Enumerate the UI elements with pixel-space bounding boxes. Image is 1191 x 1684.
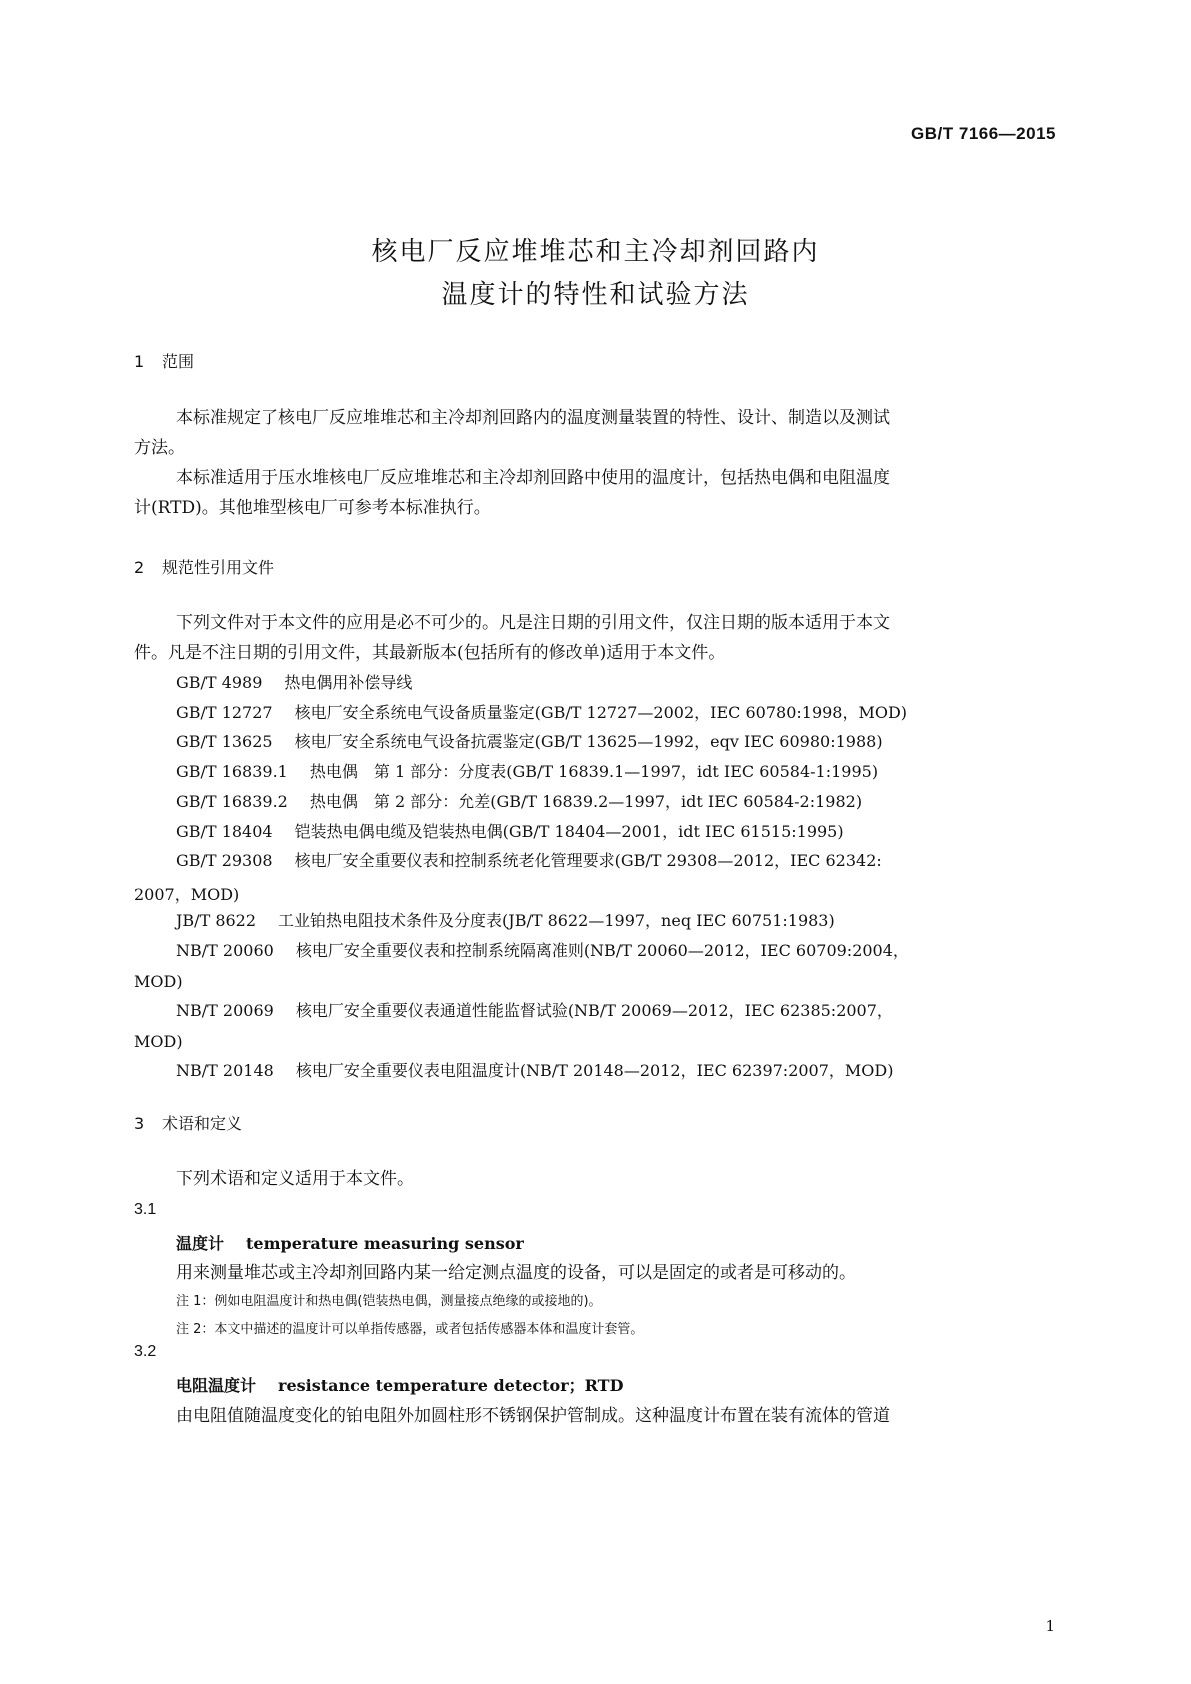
term-definition: 用来测量堆芯或主冷却剂回路内某一给定测点温度的设备，可以是固定的或者是可移动的。 bbox=[176, 1263, 856, 1283]
reference-code: GB/T 16839.1 bbox=[176, 762, 288, 781]
term-number: 3.2 bbox=[134, 1343, 157, 1360]
term-name-en: resistance temperature detector；RTD bbox=[278, 1376, 624, 1395]
section-number: 2 bbox=[134, 558, 145, 577]
reference-code: NB/T 20148 bbox=[176, 1061, 274, 1080]
reference-item bbox=[176, 757, 1052, 787]
reference-continuation: MOD) bbox=[134, 972, 183, 991]
reference-item bbox=[176, 936, 1052, 966]
reference-item bbox=[176, 1056, 1052, 1086]
reference-title: 核电厂安全重要仪表电阻温度计(NB/T 20148—2012，IEC 62397:2007，MOD) bbox=[295, 1061, 894, 1080]
reference-item bbox=[176, 846, 1052, 876]
reference-item bbox=[176, 727, 1052, 757]
term-note: 注 1：例如电阻温度计和热电偶(铠装热电偶，测量接点绝缘的或接地的)。 bbox=[176, 1294, 602, 1309]
reference-title: 热电偶用补偿导线 bbox=[284, 673, 413, 692]
section-title: 规范性引用文件 bbox=[162, 558, 275, 577]
text-line: 计(RTD)。其他堆型核电厂可参考本标准执行。 bbox=[134, 498, 491, 518]
term-heading bbox=[176, 1373, 623, 1396]
reference-code: GB/T 29308 bbox=[176, 851, 273, 870]
reference-item bbox=[176, 698, 1052, 728]
section-title: 术语和定义 bbox=[162, 1114, 243, 1133]
reference-title: 核电厂安全重要仪表和控制系统老化管理要求(GB/T 29308—2012，IEC 62342: bbox=[294, 851, 882, 870]
terms-intro bbox=[134, 1164, 1052, 1194]
text-line: 方法。 bbox=[134, 438, 185, 458]
section-3-heading bbox=[134, 1111, 242, 1134]
section-2-heading bbox=[134, 555, 274, 578]
reference-code: NB/T 20060 bbox=[176, 941, 274, 960]
reference-title: 核电厂安全重要仪表通道性能监督试验(NB/T 20069—2012，IEC 62385:2007， bbox=[295, 1001, 893, 1020]
reference-code: GB/T 16839.2 bbox=[176, 792, 288, 811]
reference-code: GB/T 13625 bbox=[176, 732, 273, 751]
section-title: 范围 bbox=[162, 352, 195, 371]
text-line: 本标准适用于压水堆核电厂反应堆堆芯和主冷却剂回路中使用的温度计，包括热电偶和电阻温度 bbox=[176, 468, 890, 488]
term-heading bbox=[176, 1231, 524, 1254]
reference-item bbox=[176, 787, 1052, 817]
reference-title: 核电厂安全系统电气设备质量鉴定(GB/T 12727—2002，IEC 60780:1998，MOD) bbox=[294, 703, 908, 722]
term-name-en: temperature measuring sensor bbox=[246, 1234, 524, 1253]
reference-item bbox=[176, 906, 1052, 936]
text-line: 下列文件对于本文件的应用是必不可少的。凡是注日期的引用文件，仅注日期的版本适用于本文 bbox=[176, 613, 890, 633]
scope-paragraph-2 bbox=[134, 463, 1052, 523]
text-line: 本标准规定了核电厂反应堆堆芯和主冷却剂回路内的温度测量装置的特性、设计、制造以及测试 bbox=[176, 408, 890, 428]
reference-item bbox=[176, 996, 1052, 1026]
reference-title: 核电厂安全系统电气设备抗震鉴定(GB/T 13625—1992，eqv IEC 60980:1988) bbox=[294, 732, 883, 751]
reference-code: GB/T 4989 bbox=[176, 673, 263, 692]
reference-code: NB/T 20069 bbox=[176, 1001, 274, 1020]
reference-title: 工业铂热电阻技术条件及分度表(JB/T 8622—1997，neq IEC 60751:1983) bbox=[278, 911, 835, 930]
reference-item bbox=[176, 668, 1052, 698]
reference-code: GB/T 18404 bbox=[176, 822, 273, 841]
reference-continuation: 2007，MOD) bbox=[134, 885, 240, 904]
document-title-line1: 核电厂反应堆堆芯和主冷却剂回路内 bbox=[371, 237, 820, 267]
term-name-zh: 电阻温度计 bbox=[176, 1376, 257, 1395]
term-note: 注 2：本文中描述的温度计可以单指传感器，或者包括传感器本体和温度计套管。 bbox=[176, 1322, 644, 1337]
page-number: 1 bbox=[1045, 1617, 1055, 1635]
text-line: 下列术语和定义适用于本文件。 bbox=[176, 1169, 414, 1189]
reference-item bbox=[176, 817, 1052, 847]
term-definition: 由电阻值随温度变化的铂电阻外加圆柱形不锈钢保护管制成。这种温度计布置在装有流体的管道 bbox=[176, 1406, 890, 1426]
standard-code: GB/T 7166—2015 bbox=[911, 124, 1056, 143]
reference-title: 核电厂安全重要仪表和控制系统隔离准则(NB/T 20060—2012，IEC 60709:2004， bbox=[295, 941, 909, 960]
term-number: 3.1 bbox=[134, 1201, 157, 1218]
document-title-line2: 温度计的特性和试验方法 bbox=[441, 280, 750, 310]
reference-title: 热电偶 第 2 部分：允差(GB/T 16839.2—1997，idt IEC 60584-2:1982) bbox=[309, 792, 863, 811]
reference-code: GB/T 12727 bbox=[176, 703, 273, 722]
reference-continuation: MOD) bbox=[134, 1032, 183, 1051]
references-intro bbox=[134, 608, 1052, 668]
reference-title: 铠装热电偶电缆及铠装热电偶(GB/T 18404—2001，idt IEC 61515:1995) bbox=[294, 822, 844, 841]
reference-code: JB/T 8622 bbox=[176, 911, 257, 930]
section-number: 3 bbox=[134, 1114, 145, 1133]
scope-paragraph-1 bbox=[134, 403, 1052, 463]
term-name-zh: 温度计 bbox=[176, 1234, 225, 1253]
reference-title: 热电偶 第 1 部分：分度表(GB/T 16839.1—1997，idt IEC 60584-1:1995) bbox=[309, 762, 879, 781]
section-number: 1 bbox=[134, 352, 145, 371]
text-line: 件。凡是不注日期的引用文件，其最新版本(包括所有的修改单)适用于本文件。 bbox=[134, 643, 726, 663]
section-1-heading bbox=[134, 349, 194, 372]
